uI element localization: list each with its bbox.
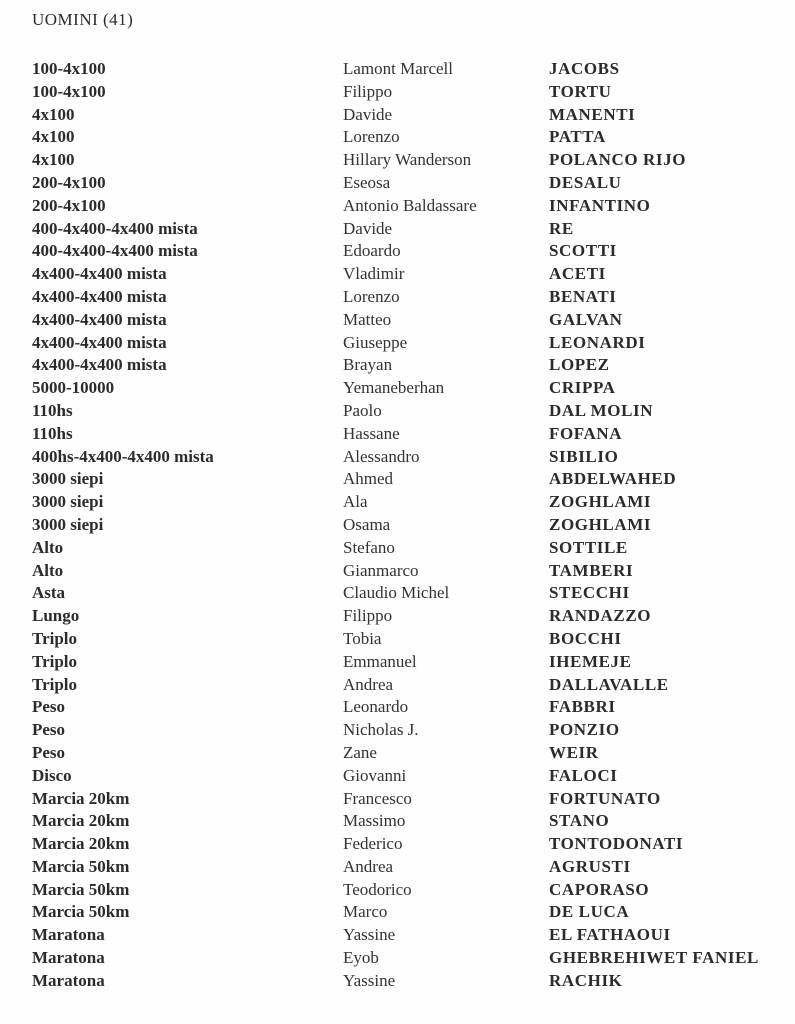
last-name: RANDAZZO xyxy=(549,606,652,626)
last-name: GALVAN xyxy=(549,309,623,329)
athlete-row xyxy=(0,833,795,856)
athlete-row xyxy=(0,560,795,583)
athlete-row xyxy=(0,491,795,514)
first-name: Zane xyxy=(343,742,377,762)
athlete-row xyxy=(0,104,795,127)
athlete-row xyxy=(0,58,795,81)
event-label: 4x100 xyxy=(32,150,75,170)
athlete-row xyxy=(0,468,795,491)
first-name: Davide xyxy=(343,218,393,238)
athlete-row xyxy=(0,400,795,423)
last-name: ZOGHLAMI xyxy=(549,492,652,512)
athlete-row xyxy=(0,856,795,879)
first-name: Edoardo xyxy=(343,241,401,261)
last-name: BOCCHI xyxy=(549,628,622,648)
first-name: Andrea xyxy=(343,856,394,876)
event-label: Peso xyxy=(32,742,66,762)
event-label: Triplo xyxy=(32,651,78,671)
event-label: 4x400-4x400 mista xyxy=(32,286,167,306)
athlete-row xyxy=(0,423,795,446)
first-name: Yassine xyxy=(343,970,396,990)
athlete-row xyxy=(0,195,795,218)
last-name: EL FATHAOUI xyxy=(549,925,671,945)
athlete-row xyxy=(0,446,795,469)
last-name: STANO xyxy=(549,811,610,831)
event-label: Maratona xyxy=(32,948,105,968)
last-name: CAPORASO xyxy=(549,879,650,899)
last-name: WEIR xyxy=(549,742,599,762)
athlete-row xyxy=(0,81,795,104)
first-name: Nicholas J. xyxy=(343,720,419,740)
last-name: AGRUSTI xyxy=(549,856,631,876)
athlete-row xyxy=(0,149,795,172)
last-name: LOPEZ xyxy=(549,355,610,375)
first-name: Alessandro xyxy=(343,446,420,466)
athlete-row xyxy=(0,879,795,902)
last-name: FALOCI xyxy=(549,765,618,785)
first-name: Matteo xyxy=(343,309,392,329)
athlete-row xyxy=(0,309,795,332)
first-name: Ahmed xyxy=(343,469,394,489)
event-label: 4x100 xyxy=(32,104,75,124)
event-label: 400hs-4x400-4x400 mista xyxy=(32,446,214,466)
athlete-row xyxy=(0,788,795,811)
athlete-row xyxy=(0,582,795,605)
first-name: Eyob xyxy=(343,948,379,968)
athlete-row xyxy=(0,605,795,628)
event-label: Triplo xyxy=(32,628,78,648)
first-name: Eseosa xyxy=(343,172,391,192)
last-name: MANENTI xyxy=(549,104,636,124)
athlete-row xyxy=(0,628,795,651)
last-name: PONZIO xyxy=(549,720,620,740)
event-label: 4x400-4x400 mista xyxy=(32,309,167,329)
first-name: Paolo xyxy=(343,400,382,420)
athlete-row xyxy=(0,651,795,674)
event-label: Disco xyxy=(32,765,72,785)
last-name: TORTU xyxy=(549,81,612,101)
event-label: Alto xyxy=(32,560,64,580)
first-name: Filippo xyxy=(343,81,393,101)
last-name: IHEMEJE xyxy=(549,651,632,671)
event-label: 4x100 xyxy=(32,127,75,147)
event-label: 4x400-4x400 mista xyxy=(32,355,167,375)
event-label: 3000 siepi xyxy=(32,514,104,534)
event-label: Marcia 50km xyxy=(32,879,130,899)
athlete-row xyxy=(0,126,795,149)
last-name: ACETI xyxy=(549,264,606,284)
first-name: Lorenzo xyxy=(343,127,400,147)
athlete-row xyxy=(0,218,795,241)
last-name: RACHIK xyxy=(549,970,623,990)
event-label: 200-4x100 xyxy=(32,195,106,215)
event-label: 3000 siepi xyxy=(32,469,104,489)
last-name: RE xyxy=(549,218,574,238)
last-name: PATTA xyxy=(549,127,606,147)
first-name: Gianmarco xyxy=(343,560,419,580)
last-name: JACOBS xyxy=(549,59,620,78)
last-name: ZOGHLAMI xyxy=(549,514,652,534)
athlete-row xyxy=(0,332,795,355)
event-label: Maratona xyxy=(32,925,105,945)
first-name: Yassine xyxy=(343,925,396,945)
first-name: Lorenzo xyxy=(343,286,400,306)
last-name: SIBILIO xyxy=(549,446,619,466)
event-label: Peso xyxy=(32,720,66,740)
athlete-row xyxy=(0,537,795,560)
event-label: 5000-10000 xyxy=(32,378,115,398)
first-name: Vladimir xyxy=(343,264,405,284)
athlete-row xyxy=(0,377,795,400)
first-name: Ala xyxy=(343,492,368,512)
athlete-row xyxy=(0,765,795,788)
first-name: Antonio Baldassare xyxy=(343,195,477,215)
last-name: TONTODONATI xyxy=(549,834,684,854)
first-name: Leonardo xyxy=(343,697,409,717)
event-label: 400-4x400-4x400 mista xyxy=(32,241,198,261)
last-name: FABBRI xyxy=(549,697,616,717)
athlete-row xyxy=(0,924,795,947)
first-name: Tobia xyxy=(343,628,382,648)
athlete-row xyxy=(0,810,795,833)
last-name: BENATI xyxy=(549,286,617,306)
athlete-row xyxy=(0,240,795,263)
event-label: 3000 siepi xyxy=(32,492,104,512)
last-name: SCOTTI xyxy=(549,241,617,261)
first-name: Teodorico xyxy=(343,879,412,899)
first-name: Federico xyxy=(343,834,403,854)
first-name: Hassane xyxy=(343,423,400,443)
last-name: STECCHI xyxy=(549,583,630,603)
athlete-roster xyxy=(0,58,795,993)
first-name: Giovanni xyxy=(343,765,407,785)
last-name: FOFANA xyxy=(549,423,623,443)
first-name: Francesco xyxy=(343,788,412,808)
event-label: Maratona xyxy=(32,970,105,990)
event-label: 100-4x100 xyxy=(32,81,106,101)
first-name: Massimo xyxy=(343,811,406,831)
last-name: SOTTILE xyxy=(549,537,628,557)
first-name: Stefano xyxy=(343,537,395,557)
first-name: Claudio Michel xyxy=(343,583,450,603)
first-name: Filippo xyxy=(343,606,393,626)
event-label: Peso xyxy=(32,697,66,717)
page-title: UOMINI (41) xyxy=(32,10,134,29)
last-name: FORTUNATO xyxy=(549,788,661,808)
first-name: Yemaneberhan xyxy=(343,378,445,398)
event-label: 110hs xyxy=(32,400,73,420)
last-name: CRIPPA xyxy=(549,378,616,398)
event-label: 4x400-4x400 mista xyxy=(32,264,167,284)
first-name: Davide xyxy=(343,104,393,124)
athlete-row xyxy=(0,674,795,697)
last-name: TAMBERI xyxy=(549,560,634,580)
athlete-row xyxy=(0,514,795,537)
event-label: 100-4x100 xyxy=(32,59,106,78)
first-name: Lamont Marcell xyxy=(343,59,453,78)
athlete-row xyxy=(0,696,795,719)
athlete-row xyxy=(0,719,795,742)
last-name: DALLAVALLE xyxy=(549,674,669,694)
first-name: Marco xyxy=(343,902,388,922)
event-label: Alto xyxy=(32,537,64,557)
event-label: Marcia 20km xyxy=(32,788,130,808)
event-label: Triplo xyxy=(32,674,78,694)
last-name: POLANCO RIJO xyxy=(549,150,687,170)
event-label: Marcia 50km xyxy=(32,902,130,922)
athlete-row xyxy=(0,286,795,309)
athlete-row xyxy=(0,901,795,924)
athlete-row xyxy=(0,947,795,970)
last-name: GHEBREHIWET FANIEL xyxy=(549,948,759,968)
event-label: Marcia 20km xyxy=(32,834,130,854)
first-name: Giuseppe xyxy=(343,332,408,352)
last-name: DESALU xyxy=(549,172,622,192)
event-label: Marcia 20km xyxy=(32,811,130,831)
event-label: Lungo xyxy=(32,606,80,626)
event-label: 110hs xyxy=(32,423,73,443)
last-name: INFANTINO xyxy=(549,195,651,215)
athlete-row xyxy=(0,263,795,286)
first-name: Emmanuel xyxy=(343,651,417,671)
first-name: Hillary Wanderson xyxy=(343,150,472,170)
event-label: Asta xyxy=(32,583,66,603)
last-name: DAL MOLIN xyxy=(549,400,654,420)
athlete-row xyxy=(0,354,795,377)
first-name: Osama xyxy=(343,514,391,534)
athlete-row xyxy=(0,172,795,195)
first-name: Brayan xyxy=(343,355,393,375)
event-label: 200-4x100 xyxy=(32,172,106,192)
last-name: DE LUCA xyxy=(549,902,630,922)
last-name: ABDELWAHED xyxy=(549,469,677,489)
event-label: 4x400-4x400 mista xyxy=(32,332,167,352)
athlete-row xyxy=(0,970,795,993)
last-name: LEONARDI xyxy=(549,332,646,352)
first-name: Andrea xyxy=(343,674,394,694)
athlete-row xyxy=(0,742,795,765)
event-label: 400-4x400-4x400 mista xyxy=(32,218,198,238)
event-label: Marcia 50km xyxy=(32,856,130,876)
